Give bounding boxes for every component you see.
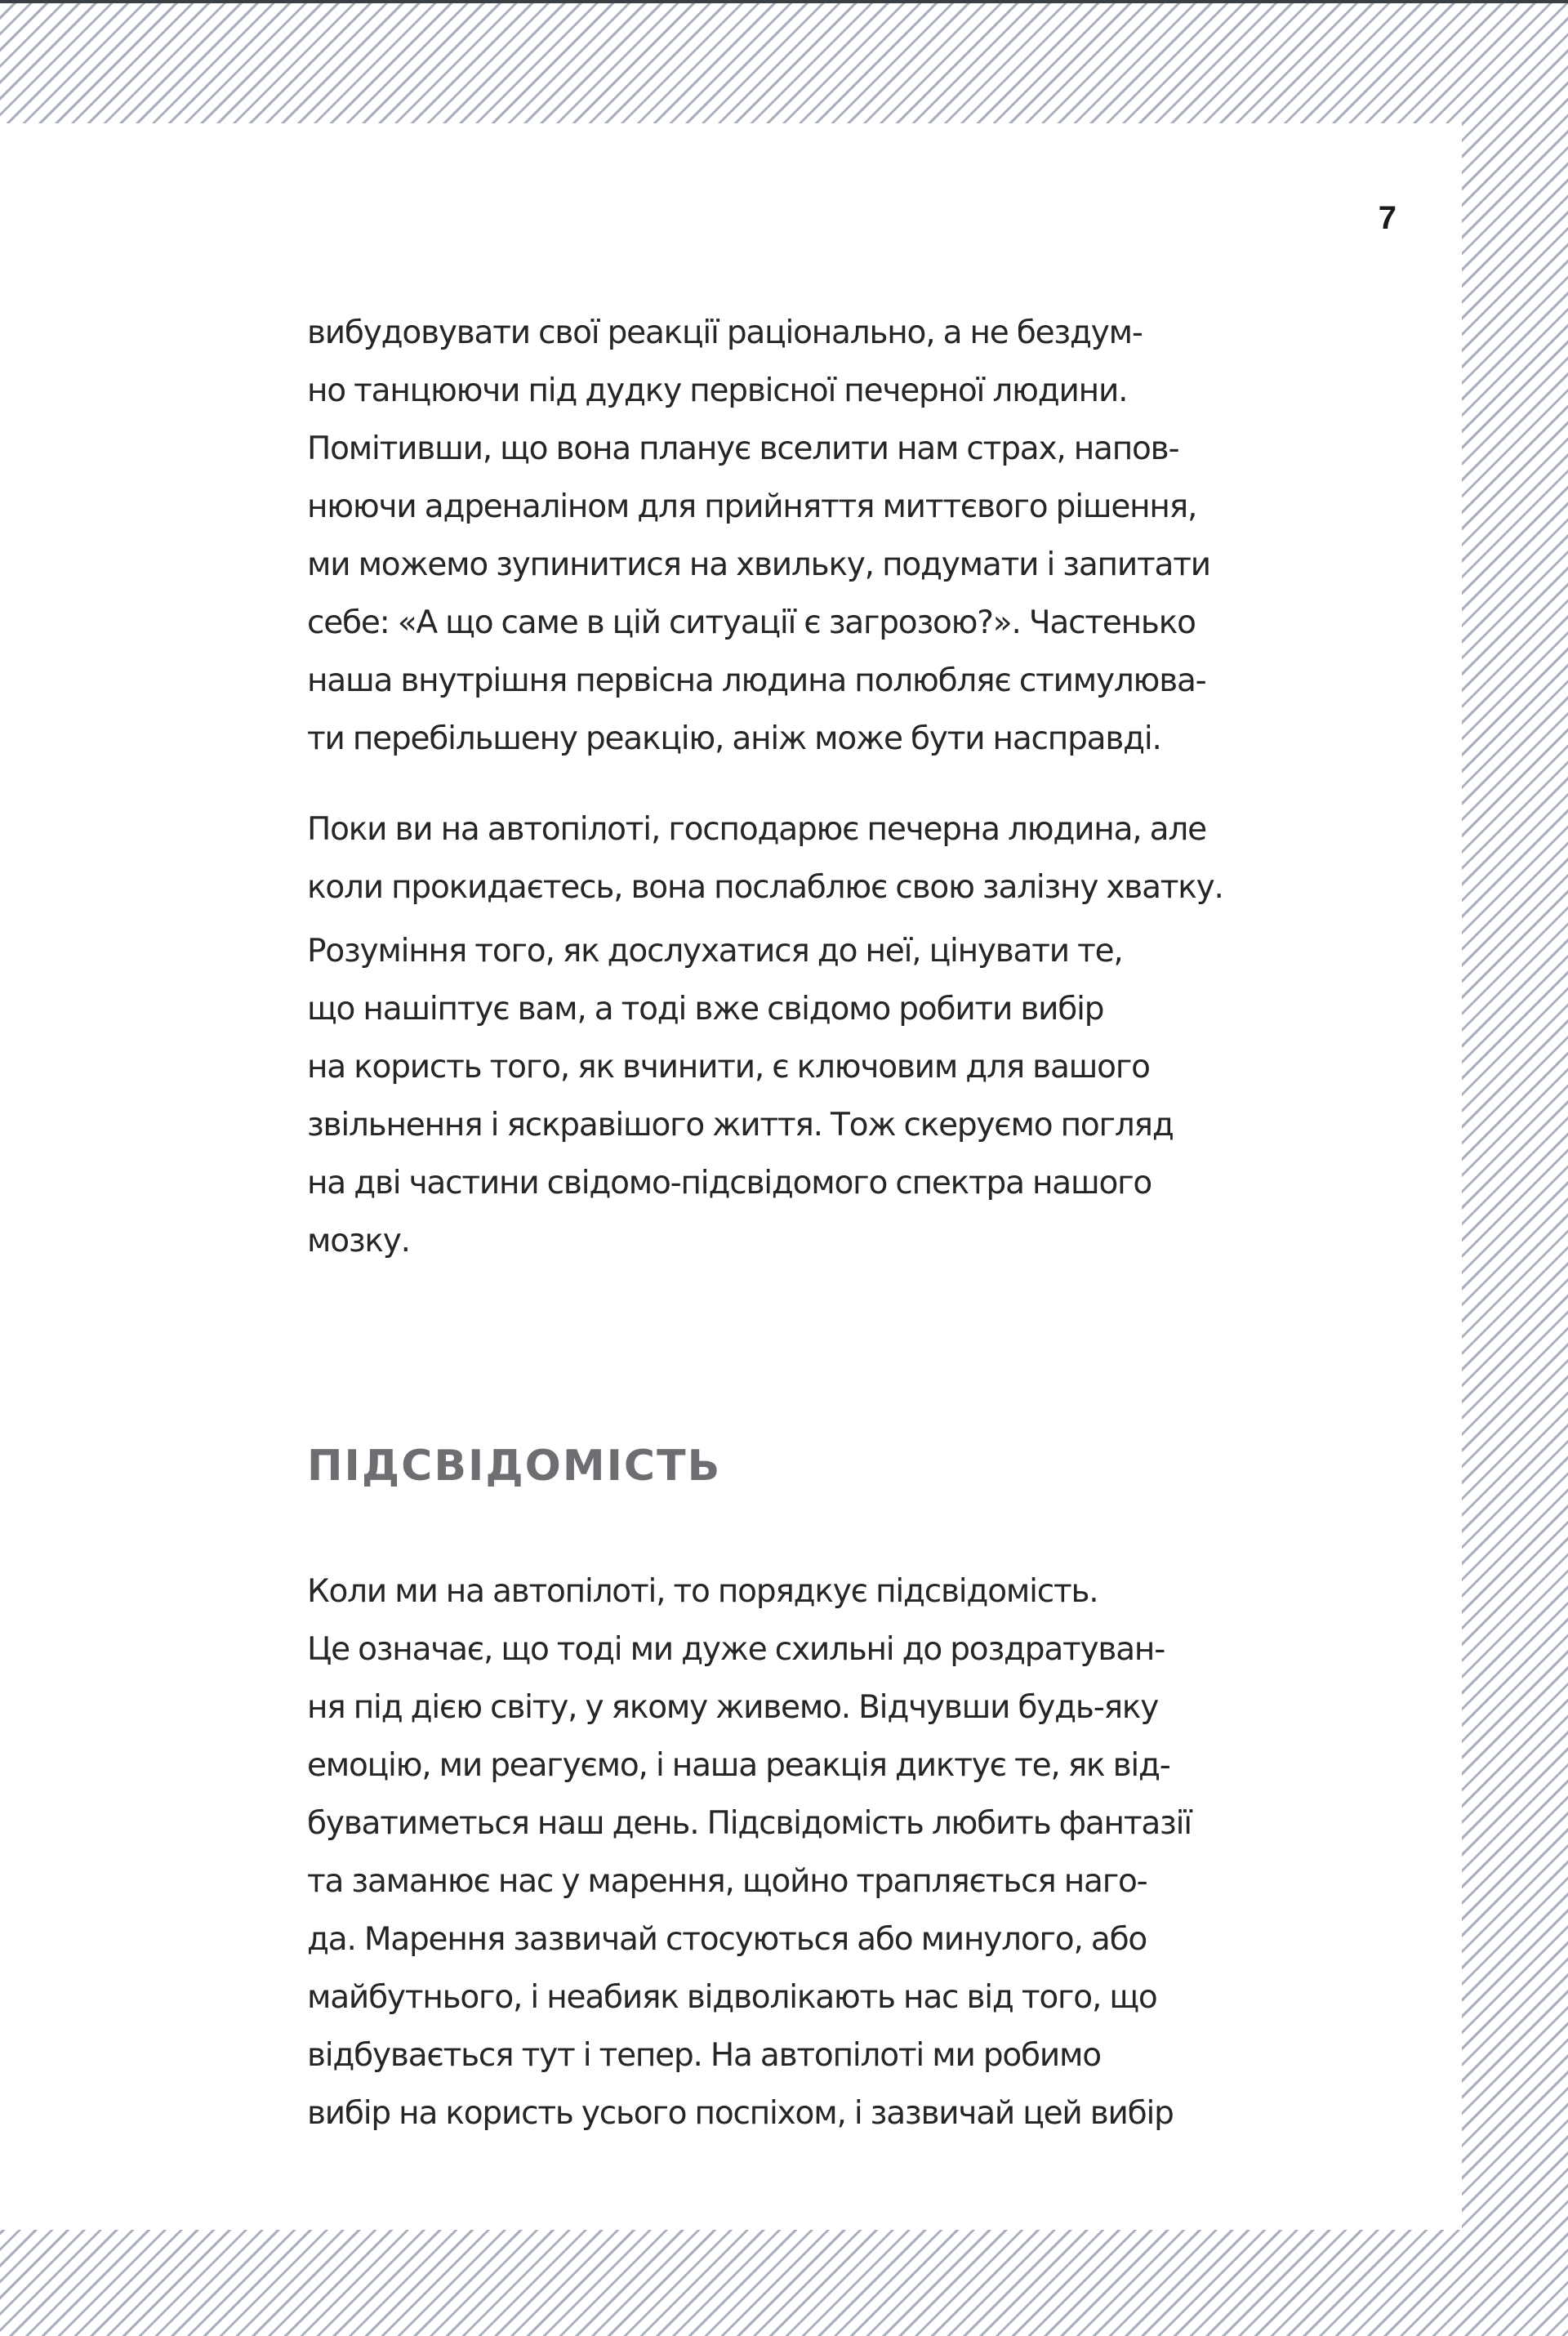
- text-line: буватиметься наш день. Підсвідомість любить фантазії: [307, 1805, 1192, 1842]
- text-line: відбувається тут і тепер. На автопілоті ми робимо: [307, 2037, 1101, 2074]
- text-line: коли прокидаєтесь, вона послаблює свою залізну хватку.: [307, 869, 1223, 906]
- text-line: Це означає, що тоді ми дуже схильні до роздратуван-: [307, 1631, 1165, 1668]
- section-heading: ПІДСВІДОМІСТЬ: [307, 1442, 722, 1491]
- text-line: на дві частини свідомо-підсвідомого спектра нашого: [307, 1165, 1152, 1201]
- text-line: но танцюючи під дудку первісної печерної людини.: [307, 372, 1128, 409]
- section-paragraph-1: [307, 1563, 1192, 2142]
- text-line: на користь того, як вчинити, є ключовим для вашого: [307, 1049, 1150, 1086]
- text-line: майбутнього, і неабияк відволікають нас від того, що: [307, 1979, 1157, 2016]
- text-line: емоцію, ми реагуємо, і наша реакція диктує те, як від-: [307, 1747, 1170, 1784]
- text-line: ми можемо зупинитися на хвильку, подумати і запитати: [307, 546, 1210, 583]
- text-line: Поки ви на автопілоті, господарює печерна людина, але: [307, 811, 1206, 848]
- text-line: ти перебільшену реакцію, аніж може бути насправді.: [307, 720, 1161, 757]
- text-line: нюючи адреналіном для прийняття миттєвого рішення,: [307, 488, 1197, 525]
- text-line: що нашіптує вам, а тоді вже свідомо робити вибір: [307, 991, 1104, 1028]
- text-line: Помітивши, що вона планує вселити нам страх, напов-: [307, 430, 1179, 467]
- text-line: Коли ми на автопілоті, то порядкує підсвідомість.: [307, 1573, 1098, 1610]
- top-rule: [0, 0, 1568, 3]
- paragraph-2: [307, 800, 1223, 916]
- text-line: мозку.: [307, 1223, 410, 1259]
- text-line: ня під дією світу, у якому живемо. Відчувши будь-яку: [307, 1689, 1159, 1726]
- text-line: наша внутрішня первісна людина полюбляє стимулюва-: [307, 662, 1206, 699]
- text-line: да. Марення зазвичай стосуються або минулого, або: [307, 1921, 1147, 1958]
- text-line: вибір на користь усього поспіхом, і зазвичай цей вибір: [307, 2095, 1174, 2132]
- text-line: себе: «А що саме в цій ситуації є загрозою?». Частенько: [307, 604, 1196, 641]
- paragraph-3: [307, 922, 1174, 1270]
- text-line: Розуміння того, як дослухатися до неї, цінувати те,: [307, 933, 1123, 970]
- text-line: звільнення і яскравішого життя. Тож скеруємо погляд: [307, 1107, 1174, 1143]
- book-page: [0, 123, 1462, 2230]
- text-line: вибудовувати свої реакції раціонально, а не бездум-: [307, 314, 1143, 351]
- paragraph-1: [307, 304, 1210, 768]
- text-line: та заманює нас у марення, щойно трапляється наго-: [307, 1863, 1147, 1900]
- page-number: 7: [1378, 200, 1396, 236]
